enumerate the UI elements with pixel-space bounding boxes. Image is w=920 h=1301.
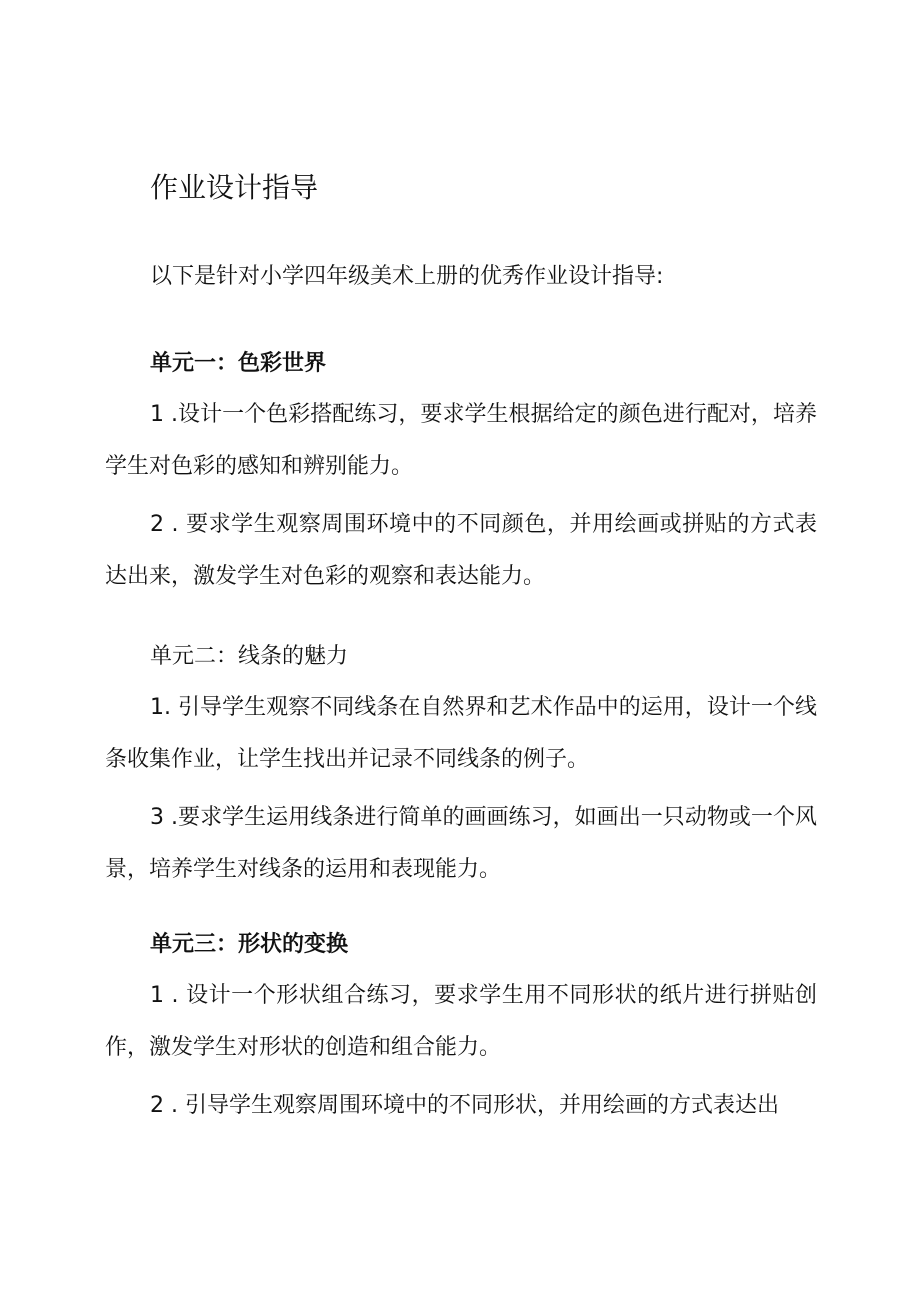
list-item: 1 . 设计一个形状组合练习，要求学生用不同形状的纸片进行拼贴创作，激发学生对形状的创造和组合能力。: [105, 983, 817, 1060]
section-unit-2: [105, 640, 817, 896]
document-title: 作业设计指导: [150, 171, 319, 204]
section-unit-3: [105, 928, 817, 1132]
list-item: 3 .要求学生运用线条进行简单的画画练习，如画出一只动物或一个风景，培养学生对线条的运用和表现能力。: [105, 805, 817, 882]
section-unit-1: [105, 347, 817, 603]
list-item: 2 . 要求学生观察周围环境中的不同颜色，并用绘画或拼贴的方式表达出来，激发学生对色彩的观察和表达能力。: [105, 512, 817, 589]
list-item: 1 .设计一个色彩搭配练习，要求学生根据给定的颜色进行配对，培养学生对色彩的感知和辨别能力。: [105, 402, 817, 479]
section-heading: 单元一：色彩世界: [150, 351, 327, 376]
section-heading: 单元二：线条的魅力: [150, 644, 349, 669]
list-item: 2 . 引导学生观察周围环境中的不同形状，并用绘画的方式表达出: [150, 1093, 779, 1118]
intro-paragraph: 以下是针对小学四年级美术上册的优秀作业设计指导:: [150, 264, 664, 289]
section-heading: 单元三：形状的变换: [150, 932, 349, 957]
list-item: 1. 引导学生观察不同线条在自然界和艺术作品中的运用，设计一个线条收集作业，让学生找出并记录不同线条的例子。: [105, 695, 817, 772]
